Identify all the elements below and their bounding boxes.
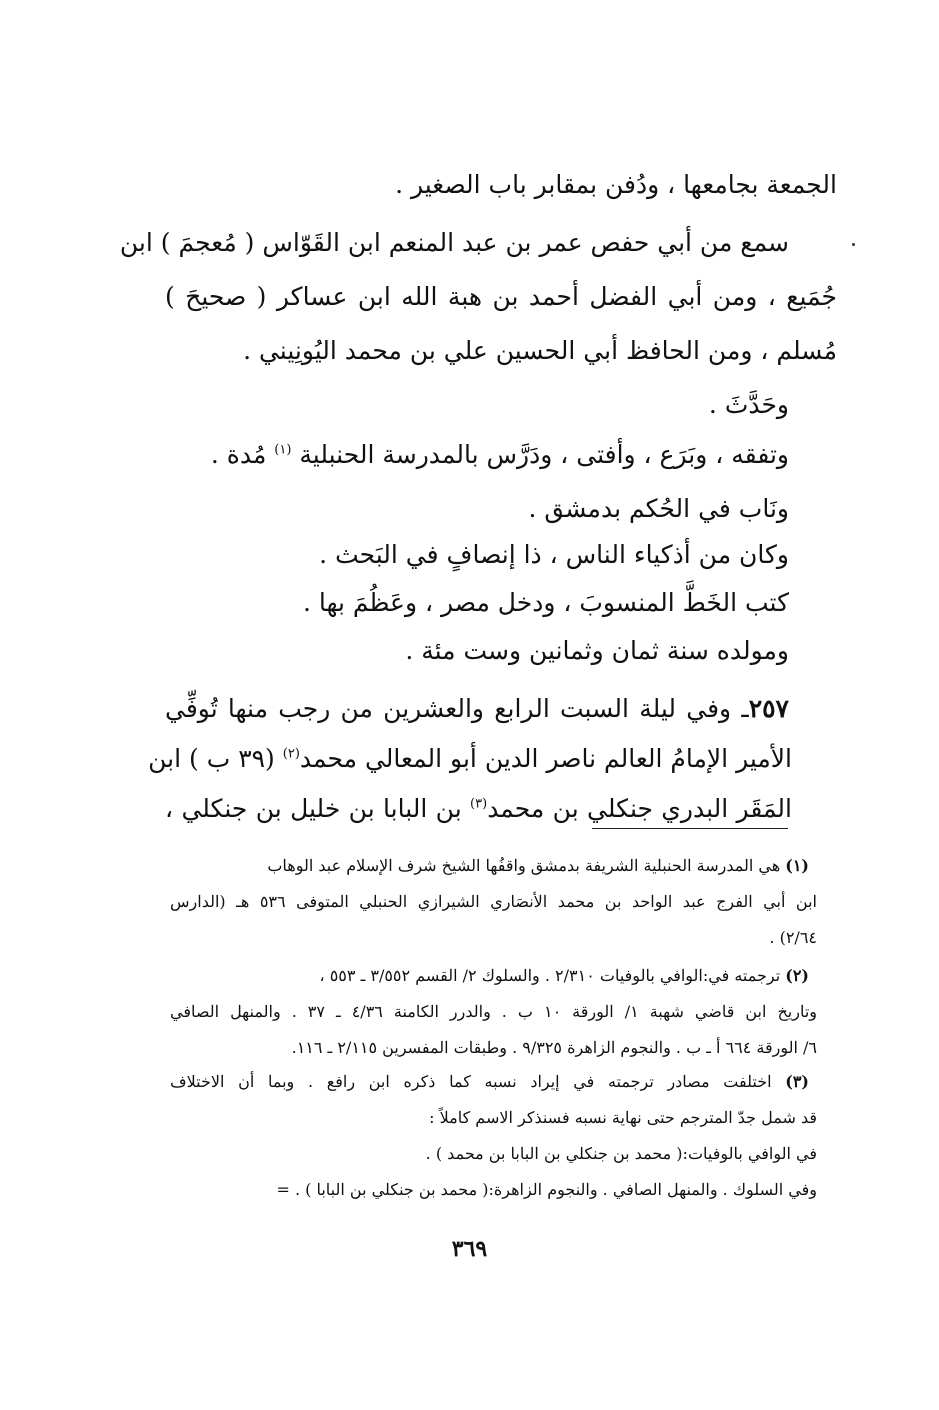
text-line-1: الجمعة بجامعها ، ودُفن بمقابر باب الصغير . [395, 170, 837, 199]
footnote-1-line-2: ابن أبي الفرج عبد الواحد بن محمد الأنصَاري الشيرازي الحنبلي المتوفى ٥٣٦ هـ (الدارس [170, 892, 817, 911]
footnote-ref-1: (١) [274, 442, 292, 458]
text-line-11 [165, 694, 789, 723]
text-line-12-b: (٣٩ ب ) ابن [148, 744, 275, 773]
footnote-3-line-2: قد شمل جدّ المترجم حتى نهاية نسبه فسنذكر الاسم كاملاً : [429, 1108, 817, 1127]
page-number: ٣٦٩ [451, 1236, 488, 1262]
footnote-2-text-1: ترجمته في:الوافي بالوفيات ٢/٣١٠ . والسلوك ٢/ القسم ٣/٥٥٢ ـ ٥٥٣ ، [319, 966, 781, 985]
text-line-7: ونَاب في الحُكم بدمشق . [528, 494, 789, 523]
footnote-2-line-2: وتاريخ ابن قاضي شهبة ١/ الورقة ١٠ ب . والدرر الكامنة ٤/٣٦ ـ ٣٧ . والمنهل الصافي [170, 1002, 818, 1021]
footnote-3-line-4: وفي السلوك . والمنهل الصافي . والنجوم الزاهرة:( محمد بن جنكلي بن البابا ) . = [276, 1180, 817, 1199]
text-line-13-b: بن البابا بن خليل بن جنكلي ، [165, 794, 462, 823]
footnote-2-line-1 [319, 966, 809, 985]
footnote-1-line-3: ٢/٦٤) . [769, 928, 817, 947]
text-line-6 [211, 440, 789, 469]
footnote-2-number: (٢) [785, 966, 809, 985]
entry-number: ٢٥٧ [748, 694, 789, 723]
margin-dot [852, 243, 855, 246]
text-line-12 [148, 744, 792, 773]
footnote-1-text-1: هي المدرسة الحنبلية الشريفة بدمشق واقفُها الشيخ شرف الإسلام عبد الوهاب [267, 856, 781, 875]
text-line-8: وكان من أذكياء الناس ، ذا إنصافٍ في البَحث . [319, 540, 789, 569]
text-line-13 [165, 794, 792, 823]
text-line-6-b: مُدة . [210, 440, 267, 469]
footnote-separator [592, 828, 788, 829]
text-line-13-a: المَقَر البدري جنكلي بن محمد [487, 794, 792, 823]
text-line-5: وحَدَّثَ . [708, 390, 789, 419]
footnote-3-line-1 [170, 1072, 809, 1091]
text-line-4: مُسلم ، ومن الحافظ أبي الحسين علي بن محمد اليُونِيني . [243, 336, 837, 365]
footnote-3-number: (٣) [785, 1072, 809, 1091]
text-line-9: كتب الخَطَّ المنسوبَ ، ودخل مصر ، وعَظُمَ بها . [302, 588, 789, 617]
text-line-12-a: الأمير الإمامُ العالم ناصر الدين أبو المعالي محمد [299, 744, 792, 773]
text-line-2: سمع من أبي حفص عمر بن عبد المنعم ابن القَوّاس ( مُعجمَ ) ابن [119, 228, 789, 257]
footnote-1-line-1 [267, 856, 809, 875]
footnote-1-number: (١) [785, 856, 809, 875]
text-line-10: ومولده سنة ثمان وثمانين وست مئة . [405, 636, 789, 665]
footnote-3-line-3: في الوافي بالوفيات:( محمد بن جنكلي بن البابا بن محمد ) . [425, 1144, 817, 1163]
footnote-ref-2: (٢) [282, 746, 300, 762]
text-line-6-a: وتفقه ، وبَرَع ، وأفتى ، ودَرَّس بالمدرسة الحنبلية [299, 440, 789, 469]
footnote-3-text-1: اختلفت مصادر ترجمته في إيراد نسبه كما ذكره ابن رافع . وبما أن الاختلاف [170, 1072, 772, 1091]
text-line-3: جُمَيع ، ومن أبي الفضل أحمد بن هبة الله ابن عساكر ( صحيحَ ) [165, 282, 837, 311]
footnote-2-line-3: ٦/ الورقة ٦٦٤ أ ـ ب . والنجوم الزاهرة ٩/٣٢٥ . وطبقات المفسرين ٢/١١٥ ـ ١١٦. [291, 1038, 817, 1057]
footnote-ref-3: (٣) [470, 796, 488, 812]
text-line-11-a: ـ وفي ليلة السبت الرابع والعشرين من رجب منها تُوفِّي [165, 694, 749, 723]
